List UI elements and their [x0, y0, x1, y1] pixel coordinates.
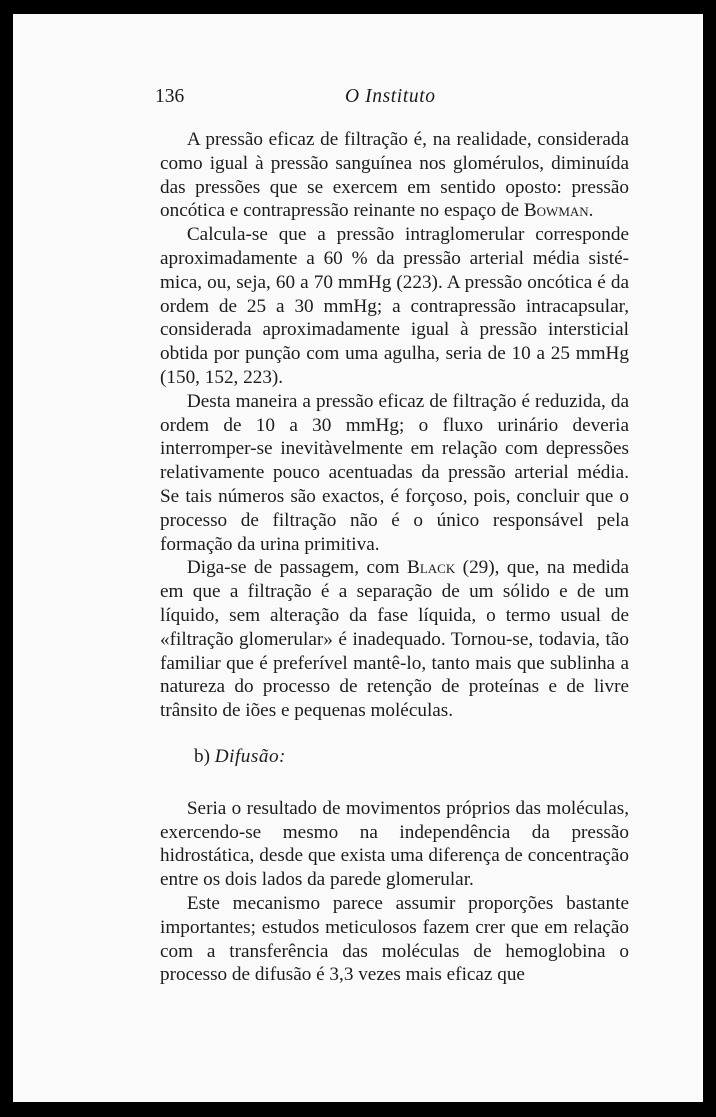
paragraph-text: Diga-se de passagem, com — [186, 557, 408, 579]
author-name-black: Black — [407, 557, 456, 579]
paragraph-text: . — [588, 200, 594, 222]
paragraph-intraglomerular-pressure: Calcula-se que a pressão intraglomerular corresponde aproximadamente a 60 % da pressão arterial média sistémica, ou, seja, 60 a 70 mmHg (223). A pressão oncótica é da ordem de 25 a 30 mmHg; a contrapressão intracapsular, considerada aproximadamente igual à pressão intersticial obtida por punção com uma agulha, seria de 10 a 25 mmHg (150, 152, 223). — [160, 224, 629, 388]
body-text — [160, 128, 629, 987]
paragraph-filtration-pressure — [160, 128, 629, 223]
book-page — [13, 14, 703, 1102]
section-heading-diffusion — [160, 745, 629, 769]
author-name-bowman: Bowman — [523, 200, 589, 222]
paragraph-diffusion-definition: Seria o resultado de movimentos próprios das moléculas, exercendo-se mesmo na independência da pressão hidrostática, desde que exista uma diferença de concentração entre os dois lados da parede glomerular. — [160, 797, 629, 891]
section-title: Difusão: — [214, 745, 286, 767]
running-title: O Instituto — [345, 86, 436, 107]
paragraph-text: (29), que, na medida em que a filtração é a separação de um sólido e de um líquido, sem alteração da fase líquida, o termo usual de «filtração glomerular» é inadequado. Tornou-se, todavia, tão familiar que é preferível mantê-lo, tanto mais que sublinha a natureza do processo de retenção de proteínas e de livre trânsito de iões e pequenas moléculas. — [160, 557, 629, 722]
page-header — [155, 86, 627, 112]
paragraph-text: A pressão eficaz de filtração é, na realidade, considerada como igual à pressão sanguínea nos glomérulos, diminuída das pressões que se exercem em sentido oposto: pressão oncótica e contrapressão reinante no espaço de — [160, 129, 629, 222]
section-label: b) — [194, 745, 210, 767]
paragraph-black-citation — [160, 556, 629, 723]
page-number: 136 — [155, 86, 185, 107]
paragraph-diffusion-mechanism: Este mecanismo parece assumir proporções bastante importantes; estudos meticulosos fazem crer que em relação com a transferência das moléculas de hemoglobina o processo de difusão é 3,3 vezes mais eficaz que — [160, 892, 629, 986]
paragraph-effective-pressure: Desta maneira a pressão eficaz de filtração é reduzida, da ordem de 10 a 30 mmHg; o fluxo urinário deveria interromper-se inevitàvelmente em relação com depressões relativamente pouco acentuadas da pressão arterial média. Se tais números são exactos, é forçoso, pois, concluir que o processo de filtração não é o único responsável pela formação da urina primitiva. — [160, 390, 629, 555]
